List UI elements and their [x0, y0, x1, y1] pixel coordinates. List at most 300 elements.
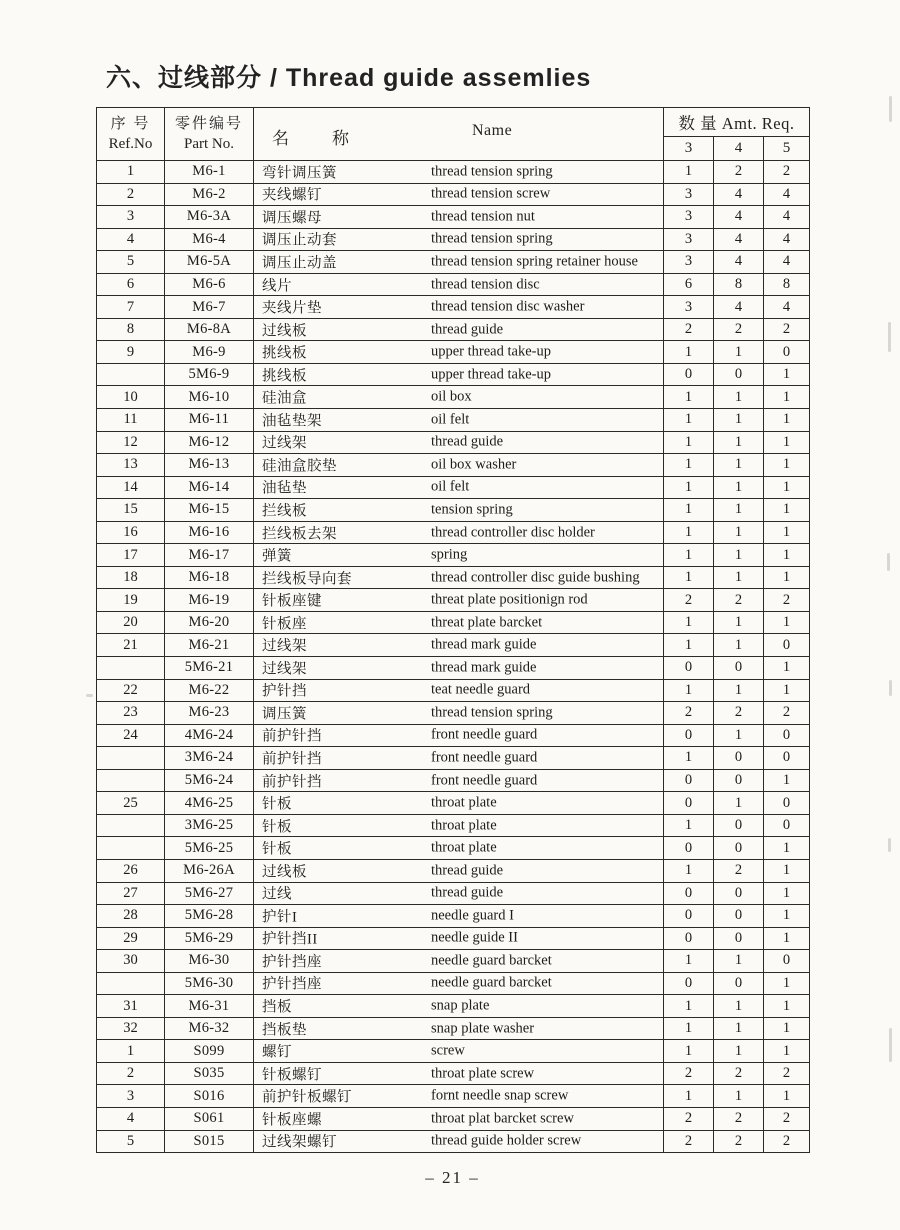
ref-no-cell: 6 [97, 273, 165, 296]
table-row [97, 837, 810, 860]
table-row [97, 1107, 810, 1130]
part-no-cell: M6-18 [165, 566, 254, 589]
part-name-en: thread guide holder screw [431, 1132, 582, 1149]
qty-cell-3: 2 [664, 1062, 714, 1085]
qty-cell-5: 1 [764, 1040, 810, 1063]
table-body [97, 161, 810, 1153]
ref-no-cell: 10 [97, 386, 165, 409]
ref-no-cell: 3 [97, 206, 165, 229]
part-no-cell: 5M6-30 [165, 972, 254, 995]
part-name-zh: 油毡垫架 [262, 413, 322, 430]
part-name-en: thread controller disc guide bushing [431, 569, 640, 586]
name-cell [254, 995, 664, 1018]
qty-cell-4: 2 [714, 318, 764, 341]
ref-no-cell [97, 769, 165, 792]
part-name-en: throat plate [431, 817, 497, 834]
ref-no-cell: 30 [97, 950, 165, 973]
part-name-en: thread guide [431, 433, 504, 450]
part-name-zh: 前护针挡 [262, 728, 322, 745]
table-row [97, 1130, 810, 1153]
qty-cell-5: 1 [764, 972, 810, 995]
part-name-zh: 过线架 [262, 661, 307, 678]
qty-cell-3: 2 [664, 589, 714, 612]
table-row [97, 499, 810, 522]
name-cell [254, 972, 664, 995]
qty-cell-4: 1 [714, 1040, 764, 1063]
ref-no-cell: 26 [97, 859, 165, 882]
qty-cell-5: 1 [764, 521, 810, 544]
part-no-cell: S099 [165, 1040, 254, 1063]
table-row [97, 927, 810, 950]
part-no-cell: 5M6-25 [165, 837, 254, 860]
qty-cell-3: 1 [664, 1040, 714, 1063]
qty-cell-3: 0 [664, 657, 714, 680]
ref-no-cell: 24 [97, 724, 165, 747]
part-name-zh: 针板 [262, 819, 292, 836]
header-part-no [165, 108, 254, 161]
qty-cell-4: 2 [714, 589, 764, 612]
part-no-cell: M6-1 [165, 161, 254, 184]
name-cell [254, 544, 664, 567]
table-row [97, 521, 810, 544]
table-row [97, 228, 810, 251]
qty-cell-5: 1 [764, 859, 810, 882]
qty-cell-4: 1 [714, 792, 764, 815]
qty-cell-4: 1 [714, 341, 764, 364]
name-cell [254, 814, 664, 837]
ref-no-cell: 5 [97, 251, 165, 274]
name-cell [254, 905, 664, 928]
qty-cell-4: 1 [714, 521, 764, 544]
qty-cell-4: 1 [714, 566, 764, 589]
ref-no-cell: 13 [97, 454, 165, 477]
name-cell [254, 409, 664, 432]
part-name-zh: 调压簧 [262, 706, 307, 723]
qty-cell-4: 0 [714, 747, 764, 770]
part-name-en: needle guide II [431, 929, 518, 946]
part-name-zh: 挑线板 [262, 345, 307, 362]
name-cell [254, 1062, 664, 1085]
part-name-en: throat plat barcket screw [431, 1110, 574, 1127]
qty-cell-3: 2 [664, 1107, 714, 1130]
part-name-zh: 针板 [262, 796, 292, 813]
qty-cell-3: 1 [664, 859, 714, 882]
qty-cell-3: 1 [664, 341, 714, 364]
ref-no-cell: 11 [97, 409, 165, 432]
table-row [97, 544, 810, 567]
table-row [97, 950, 810, 973]
qty-cell-4: 1 [714, 476, 764, 499]
ref-no-cell [97, 837, 165, 860]
qty-cell-4: 1 [714, 1017, 764, 1040]
part-name-en: throat plate [431, 794, 497, 811]
part-name-en: throat plate screw [431, 1065, 535, 1082]
ref-no-cell: 12 [97, 431, 165, 454]
part-name-en: needle guard barcket [431, 974, 552, 991]
part-no-cell: M6-19 [165, 589, 254, 612]
ref-no-cell: 9 [97, 341, 165, 364]
ref-no-cell: 20 [97, 611, 165, 634]
name-cell [254, 724, 664, 747]
table-row [97, 363, 810, 386]
qty-cell-3: 2 [664, 702, 714, 725]
ref-no-cell [97, 972, 165, 995]
qty-cell-5: 0 [764, 950, 810, 973]
qty-cell-4: 1 [714, 499, 764, 522]
part-no-cell: M6-14 [165, 476, 254, 499]
ref-no-cell: 8 [97, 318, 165, 341]
table-row [97, 206, 810, 229]
name-cell [254, 273, 664, 296]
header-name-zh-1: 名 [272, 129, 289, 148]
qty-cell-4: 2 [714, 1130, 764, 1153]
qty-cell-5: 1 [764, 657, 810, 680]
part-name-zh: 夹线螺钉 [262, 187, 322, 204]
part-name-en: thread mark guide [431, 636, 537, 653]
part-name-en: thread tension nut [431, 208, 535, 225]
table-row [97, 634, 810, 657]
qty-cell-5: 2 [764, 589, 810, 612]
qty-cell-3: 1 [664, 454, 714, 477]
scan-artifact [889, 1028, 892, 1062]
qty-cell-4: 4 [714, 206, 764, 229]
part-name-zh: 过线架 [262, 638, 307, 655]
header-name-en: Name [472, 122, 513, 139]
table-row [97, 161, 810, 184]
qty-cell-4: 4 [714, 296, 764, 319]
part-no-cell: M6-10 [165, 386, 254, 409]
part-no-cell: M6-4 [165, 228, 254, 251]
qty-cell-3: 0 [664, 837, 714, 860]
qty-cell-4: 1 [714, 1085, 764, 1108]
qty-cell-3: 3 [664, 183, 714, 206]
ref-no-cell: 14 [97, 476, 165, 499]
ref-no-cell: 15 [97, 499, 165, 522]
part-name-en: thread tension spring [431, 704, 553, 721]
header-part-no-zh: 零件编号 [174, 115, 243, 132]
ref-no-cell: 16 [97, 521, 165, 544]
qty-cell-3: 0 [664, 363, 714, 386]
qty-cell-3: 1 [664, 409, 714, 432]
page-number: – 21 – [425, 1168, 480, 1187]
header-ref-no-zh: 序 号 [110, 115, 151, 132]
part-name-en: needle guard barcket [431, 952, 552, 969]
qty-cell-5: 1 [764, 544, 810, 567]
qty-cell-4: 4 [714, 228, 764, 251]
qty-cell-5: 1 [764, 566, 810, 589]
qty-cell-3: 0 [664, 724, 714, 747]
ref-no-cell: 2 [97, 1062, 165, 1085]
name-cell [254, 296, 664, 319]
part-no-cell: M6-17 [165, 544, 254, 567]
part-name-zh: 弯针调压簧 [262, 165, 337, 182]
ref-no-cell: 4 [97, 228, 165, 251]
part-name-en: front needle guard [431, 749, 538, 766]
page-title-zh: 六、过线部分 [106, 64, 263, 92]
qty-cell-3: 0 [664, 882, 714, 905]
part-name-zh: 针板座键 [262, 593, 322, 610]
table-row [97, 747, 810, 770]
name-cell [254, 679, 664, 702]
qty-cell-5: 1 [764, 499, 810, 522]
name-cell [254, 747, 664, 770]
header-part-no-en: Part No. [184, 136, 234, 152]
qty-cell-4: 0 [714, 837, 764, 860]
ref-no-cell: 18 [97, 566, 165, 589]
table-row [97, 409, 810, 432]
part-name-en: oil box washer [431, 456, 517, 473]
part-name-en: upper thread take-up [431, 366, 551, 383]
qty-cell-3: 1 [664, 544, 714, 567]
name-cell [254, 837, 664, 860]
qty-cell-3: 1 [664, 679, 714, 702]
qty-cell-3: 1 [664, 747, 714, 770]
table-row [97, 972, 810, 995]
part-name-en: thread guide [431, 321, 504, 338]
qty-cell-4: 4 [714, 251, 764, 274]
qty-cell-3: 1 [664, 1085, 714, 1108]
table-row [97, 995, 810, 1018]
qty-cell-4: 1 [714, 995, 764, 1018]
qty-cell-4: 1 [714, 386, 764, 409]
table-row [97, 386, 810, 409]
qty-cell-3: 0 [664, 769, 714, 792]
qty-cell-5: 1 [764, 611, 810, 634]
qty-cell-3: 3 [664, 228, 714, 251]
qty-cell-4: 4 [714, 183, 764, 206]
part-name-zh: 过线架螺钉 [262, 1134, 337, 1151]
name-cell [254, 657, 664, 680]
part-no-cell: S016 [165, 1085, 254, 1108]
qty-cell-5: 2 [764, 1062, 810, 1085]
qty-cell-5: 4 [764, 228, 810, 251]
qty-cell-4: 2 [714, 1062, 764, 1085]
qty-cell-4: 1 [714, 409, 764, 432]
ref-no-cell [97, 814, 165, 837]
qty-cell-3: 6 [664, 273, 714, 296]
table-row [97, 183, 810, 206]
name-cell [254, 206, 664, 229]
part-name-zh: 调压螺母 [262, 210, 322, 227]
table-row [97, 792, 810, 815]
part-name-zh: 针板 [262, 841, 292, 858]
table-row [97, 296, 810, 319]
name-cell [254, 183, 664, 206]
table-row [97, 251, 810, 274]
qty-cell-5: 0 [764, 747, 810, 770]
part-name-en: tension spring [431, 501, 513, 518]
qty-cell-4: 1 [714, 544, 764, 567]
part-name-en: thread tension disc washer [431, 298, 585, 315]
page-title-separator: / [262, 64, 286, 92]
qty-cell-5: 0 [764, 341, 810, 364]
part-no-cell: M6-8A [165, 318, 254, 341]
qty-cell-3: 0 [664, 905, 714, 928]
qty-cell-5: 1 [764, 995, 810, 1018]
table-row [97, 476, 810, 499]
part-name-zh: 硅油盒胶垫 [262, 458, 337, 475]
qty-cell-4: 2 [714, 1107, 764, 1130]
qty-cell-3: 3 [664, 251, 714, 274]
table-row [97, 769, 810, 792]
part-name-en: thread tension spring retainer house [431, 253, 638, 270]
part-no-cell: M6-23 [165, 702, 254, 725]
table-row [97, 431, 810, 454]
qty-cell-3: 1 [664, 634, 714, 657]
qty-cell-5: 0 [764, 724, 810, 747]
part-name-en: threat plate positionign rod [431, 591, 588, 608]
part-name-en: oil felt [431, 478, 470, 495]
part-no-cell: 5M6-28 [165, 905, 254, 928]
part-name-zh: 护针I [262, 909, 298, 926]
part-no-cell: S015 [165, 1130, 254, 1153]
qty-cell-5: 4 [764, 206, 810, 229]
qty-cell-4: 1 [714, 611, 764, 634]
part-name-en: throat plate [431, 839, 497, 856]
qty-cell-4: 0 [714, 769, 764, 792]
page-title-en: Thread guide assemlies [285, 64, 592, 92]
qty-cell-4: 0 [714, 927, 764, 950]
part-name-en: thread tension spring [431, 230, 553, 247]
table-row [97, 1017, 810, 1040]
table-row [97, 814, 810, 837]
table-row [97, 566, 810, 589]
name-cell [254, 769, 664, 792]
table-row [97, 657, 810, 680]
parts-table [96, 107, 810, 1153]
part-no-cell: M6-22 [165, 679, 254, 702]
part-no-cell: 5M6-9 [165, 363, 254, 386]
part-name-zh: 护针挡 [262, 683, 307, 700]
qty-cell-5: 1 [764, 454, 810, 477]
ref-no-cell [97, 657, 165, 680]
qty-cell-3: 1 [664, 431, 714, 454]
qty-cell-5: 4 [764, 183, 810, 206]
name-cell [254, 318, 664, 341]
qty-cell-3: 1 [664, 566, 714, 589]
qty-cell-4: 1 [714, 454, 764, 477]
qty-cell-3: 2 [664, 318, 714, 341]
part-no-cell: S035 [165, 1062, 254, 1085]
part-name-zh: 前护针板螺钉 [262, 1089, 352, 1106]
part-name-zh: 拦线板去架 [262, 526, 337, 543]
qty-cell-5: 1 [764, 905, 810, 928]
part-name-zh: 过线架 [262, 435, 307, 452]
part-no-cell: M6-20 [165, 611, 254, 634]
name-cell [254, 1130, 664, 1153]
ref-no-cell: 17 [97, 544, 165, 567]
qty-cell-4: 2 [714, 702, 764, 725]
name-cell [254, 882, 664, 905]
table-row [97, 882, 810, 905]
part-name-zh: 拦线板 [262, 503, 307, 520]
ref-no-cell: 2 [97, 183, 165, 206]
qty-cell-5: 2 [764, 1130, 810, 1153]
qty-cell-3: 1 [664, 499, 714, 522]
table-row [97, 1085, 810, 1108]
qty-cell-3: 1 [664, 521, 714, 544]
qty-cell-5: 1 [764, 409, 810, 432]
part-name-zh: 针板座螺 [262, 1112, 322, 1129]
part-no-cell: M6-7 [165, 296, 254, 319]
table-row [97, 318, 810, 341]
qty-cell-5: 1 [764, 837, 810, 860]
ref-no-cell: 21 [97, 634, 165, 657]
scan-artifact [888, 322, 891, 352]
qty-cell-3: 0 [664, 927, 714, 950]
part-name-en: front needle guard [431, 726, 538, 743]
part-no-cell: M6-3A [165, 206, 254, 229]
part-name-zh: 针板座 [262, 616, 307, 633]
qty-cell-5: 1 [764, 1085, 810, 1108]
part-name-zh: 油毡垫 [262, 480, 307, 497]
table-row [97, 679, 810, 702]
name-cell [254, 521, 664, 544]
qty-cell-3: 0 [664, 792, 714, 815]
part-name-en: thread guide [431, 862, 504, 879]
qty-cell-4: 1 [714, 724, 764, 747]
name-cell [254, 251, 664, 274]
qty-cell-4: 1 [714, 634, 764, 657]
table-row [97, 724, 810, 747]
header-amount: 数 量 Amt. Req. [664, 108, 810, 137]
part-name-zh: 前护针挡 [262, 774, 322, 791]
qty-cell-3: 1 [664, 1017, 714, 1040]
part-no-cell: M6-12 [165, 431, 254, 454]
qty-cell-4: 0 [714, 657, 764, 680]
qty-cell-3: 1 [664, 611, 714, 634]
table-row [97, 341, 810, 364]
table-row [97, 454, 810, 477]
part-no-cell: M6-31 [165, 995, 254, 1018]
ref-no-cell: 19 [97, 589, 165, 612]
header-name-zh-2: 称 [332, 129, 349, 148]
page-title [106, 58, 591, 94]
table-row [97, 905, 810, 928]
part-name-zh: 针板螺钉 [262, 1067, 322, 1084]
qty-cell-3: 3 [664, 206, 714, 229]
ref-no-cell: 1 [97, 161, 165, 184]
qty-cell-4: 0 [714, 814, 764, 837]
part-name-en: thread tension spring [431, 163, 553, 180]
name-cell [254, 566, 664, 589]
part-name-en: oil felt [431, 411, 470, 428]
name-cell [254, 611, 664, 634]
header-ref-no-en: Ref.No [108, 136, 153, 152]
table-row [97, 702, 810, 725]
header-name [254, 108, 664, 161]
ref-no-cell: 5 [97, 1130, 165, 1153]
name-cell [254, 476, 664, 499]
name-cell [254, 702, 664, 725]
part-name-en: screw [431, 1042, 465, 1059]
table-row [97, 273, 810, 296]
part-no-cell: M6-21 [165, 634, 254, 657]
name-cell [254, 228, 664, 251]
qty-cell-5: 1 [764, 679, 810, 702]
part-name-en: snap plate washer [431, 1020, 535, 1037]
part-name-zh: 过线板 [262, 864, 307, 881]
name-cell [254, 386, 664, 409]
name-cell [254, 1085, 664, 1108]
ref-no-cell: 4 [97, 1107, 165, 1130]
ref-no-cell: 25 [97, 792, 165, 815]
part-name-zh: 线片 [262, 278, 292, 294]
part-name-en: teat needle guard [431, 681, 531, 698]
header-amt-col-3: 3 [664, 137, 714, 161]
qty-cell-5: 0 [764, 792, 810, 815]
header-amt-col-5: 5 [764, 137, 810, 161]
